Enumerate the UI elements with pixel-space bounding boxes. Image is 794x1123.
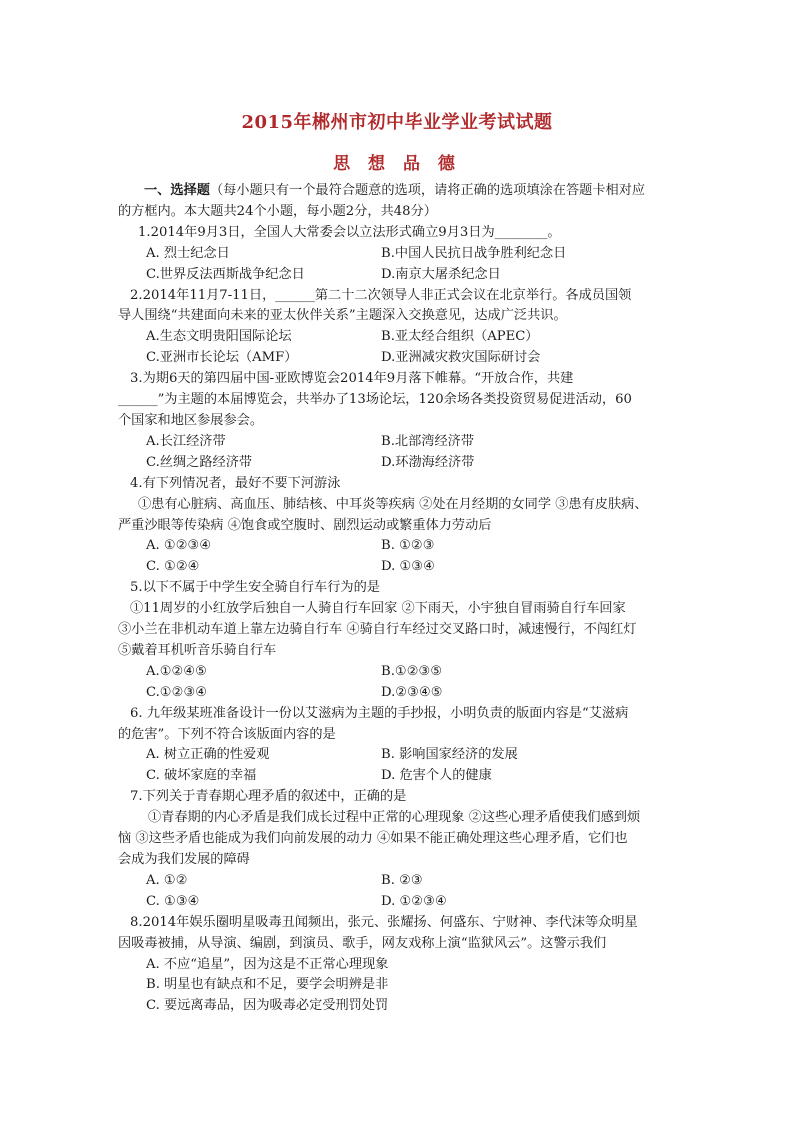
q4-option-a: A. ①②③④ [146,538,212,554]
q3-options-cd [118,453,678,474]
q3-option-a: A.长江经济带 [146,433,226,449]
section-note-1: （每小题只有一个最符合题意的选项，请将正确的选项填涂在答题卡相对应 [209,183,646,198]
question-content [118,181,678,1017]
q6-option-d: D. 危害个人的健康 [381,768,492,784]
q7-option-c: C. ①③④ [146,893,200,909]
q6-stem-1: 6. 九年级某班准备设计一份以艾滋病为主题的手抄报，小明负责的版面内容是“艾滋病 [130,705,629,721]
q3-option-d: D.环渤海经济带 [381,454,475,470]
q6-options-cd [118,766,678,787]
q7-option-a: A. ①② [146,872,188,888]
q8-option-b: B. 明星也有缺点和不足，要学会明辨是非 [146,977,389,993]
q7-options-ab [118,871,678,892]
q8-stem-2: 因吸毒被捕，从导演、编剧，到演员、歌手，网友戏称上演“监狱风云”。这警示我们 [118,935,607,951]
q4-statements-2: 严重沙眼等传染病 ④饱食或空腹时、剧烈运动或繁重体力劳动后 [118,517,492,533]
q1-option-b: B.中国人民抗日战争胜利纪念日 [381,245,567,261]
q1-options-cd [118,265,678,286]
q8-stem-1: 8.2014年娱乐圈明星吸毒丑闻频出，张元、张耀扬、何盛东、宁财神、李代沫等众明星 [130,914,638,930]
q7-statements-1: ①青春期的内心矛盾是我们成长过程中正常的心理现象 ②这些心理矛盾使我们感到烦 [148,810,641,826]
section-intro [118,181,678,202]
q5-statements-1: ①11周岁的小红放学后独自一人骑自行车回家 ②下雨天，小宇独自冒雨骑自行车回家 [130,601,626,617]
section-note-2: 的方框内。本大题共24个小题，每小题2分，共48分） [118,203,437,219]
q4-option-b: B. ①②③ [381,538,435,554]
q4-option-d: D. ①③④ [381,559,435,575]
q5-options-cd [118,683,678,704]
q5-option-c: C.①②③④ [146,684,208,700]
q8-option-a: A. 不应“追星”，因为这是不正常心理现象 [146,956,389,972]
q6-option-b: B. 影响国家经济的发展 [381,747,518,763]
q4-options-ab [118,536,678,557]
q3-options-ab [118,432,678,453]
q7-statements-2: 恼 ③这些矛盾也能成为我们向前发展的动力 ④如果不能正确处理这些心理矛盾，它们也 [118,831,628,847]
q3-option-b: B.北部湾经济带 [381,433,475,449]
exam-title: 2015年郴州市初中毕业学业考试试题 [241,112,553,133]
q1-option-a: A. 烈士纪念日 [146,245,230,261]
q7-stem: 7.下列关于青春期心理矛盾的叙述中，正确的是 [130,789,407,805]
q1-stem: 1.2014年9月3日，全国人大常委会以立法形式确立9月3日为________。 [138,224,561,240]
q7-option-d: D. ①②③④ [381,893,447,909]
q7-statements-3: 会成为我们发展的障碍 [118,852,250,867]
q5-option-a: A.①②④⑤ [146,663,208,679]
q7-option-b: B. ②③ [381,872,423,888]
q2-option-b: B.亚太经合组织（APEC） [381,329,539,345]
q8-option-b-row [118,975,678,996]
q8-option-c-row [118,996,678,1017]
q5-option-d: D.②③④⑤ [381,684,443,700]
q2-option-d: D.亚洲减灾救灾国际研讨会 [381,350,541,366]
q7-options-cd [118,892,678,913]
q4-stem: 4.有下列情况者，最好不要下河游泳 [130,475,341,491]
q2-option-c: C.亚洲市长论坛（AMF） [146,350,298,366]
q5-stem: 5.以下不属于中学生安全骑自行车行为的是 [130,580,380,596]
q3-stem-3: 个国家和地区参展参会。 [118,412,264,428]
q6-stem-2: 的危害”。下列不符合该版面内容的是 [118,726,336,742]
q5-statements-2: ③小兰在非机动车道上靠左边骑自行车 ④骑自行车经过交叉路口时，减速慢行，不闯红灯 [118,622,637,638]
q8-option-c: C. 要远离毒品，因为吸毒必定受刑罚处罚 [146,998,389,1014]
q4-options-cd [118,557,678,578]
q8-option-a-row [118,955,678,976]
q2-options-ab [118,327,678,348]
q1-options-ab [118,244,678,265]
q5-options-ab [118,662,678,683]
subject-title: 思 想 品 德 [333,154,461,174]
q3-stem-1: 3.为期6天的第四届中国-亚欧博览会2014年9月落下帷幕。“开放合作，共建 [130,371,574,387]
q6-option-c: C. 破坏家庭的幸福 [146,768,257,784]
q1-option-d: D.南京大屠杀纪念日 [381,266,501,282]
q2-stem-1: 2.2014年11月7-11日，______第二十二次领导人非正式会议在北京举行。各成员国领 [130,287,632,303]
q2-stem-2: 导人围绕“共建面向未来的亚太伙伴关系”主题深入交换意见，达成广泛共识。 [118,308,567,324]
q4-option-c: C. ①②④ [146,559,200,575]
q2-options-cd [118,348,678,369]
q3-stem-2: ______”为主题的本届博览会，共举办了13场论坛，120余场各类投资贸易促进活动，60 [118,392,632,408]
q2-option-a: A.生态文明贵阳国际论坛 [146,329,292,345]
q4-statements-1: ①患有心脏病、高血压、肺结核、中耳炎等疾病 ②处在月经期的女同学 ③患有皮肤病、 [138,496,648,512]
q6-options-ab [118,745,678,766]
q5-statements-3: ⑤戴着耳机听音乐骑自行车 [118,642,277,658]
q6-option-a: A. 树立正确的性爱观 [146,747,270,763]
q1-option-c: C.世界反法西斯战争纪念日 [146,266,305,282]
q3-option-c: C.丝绸之路经济带 [146,454,253,470]
section-heading: 一、选择题 [144,183,210,198]
q5-option-b: B.①②③⑤ [381,663,443,679]
